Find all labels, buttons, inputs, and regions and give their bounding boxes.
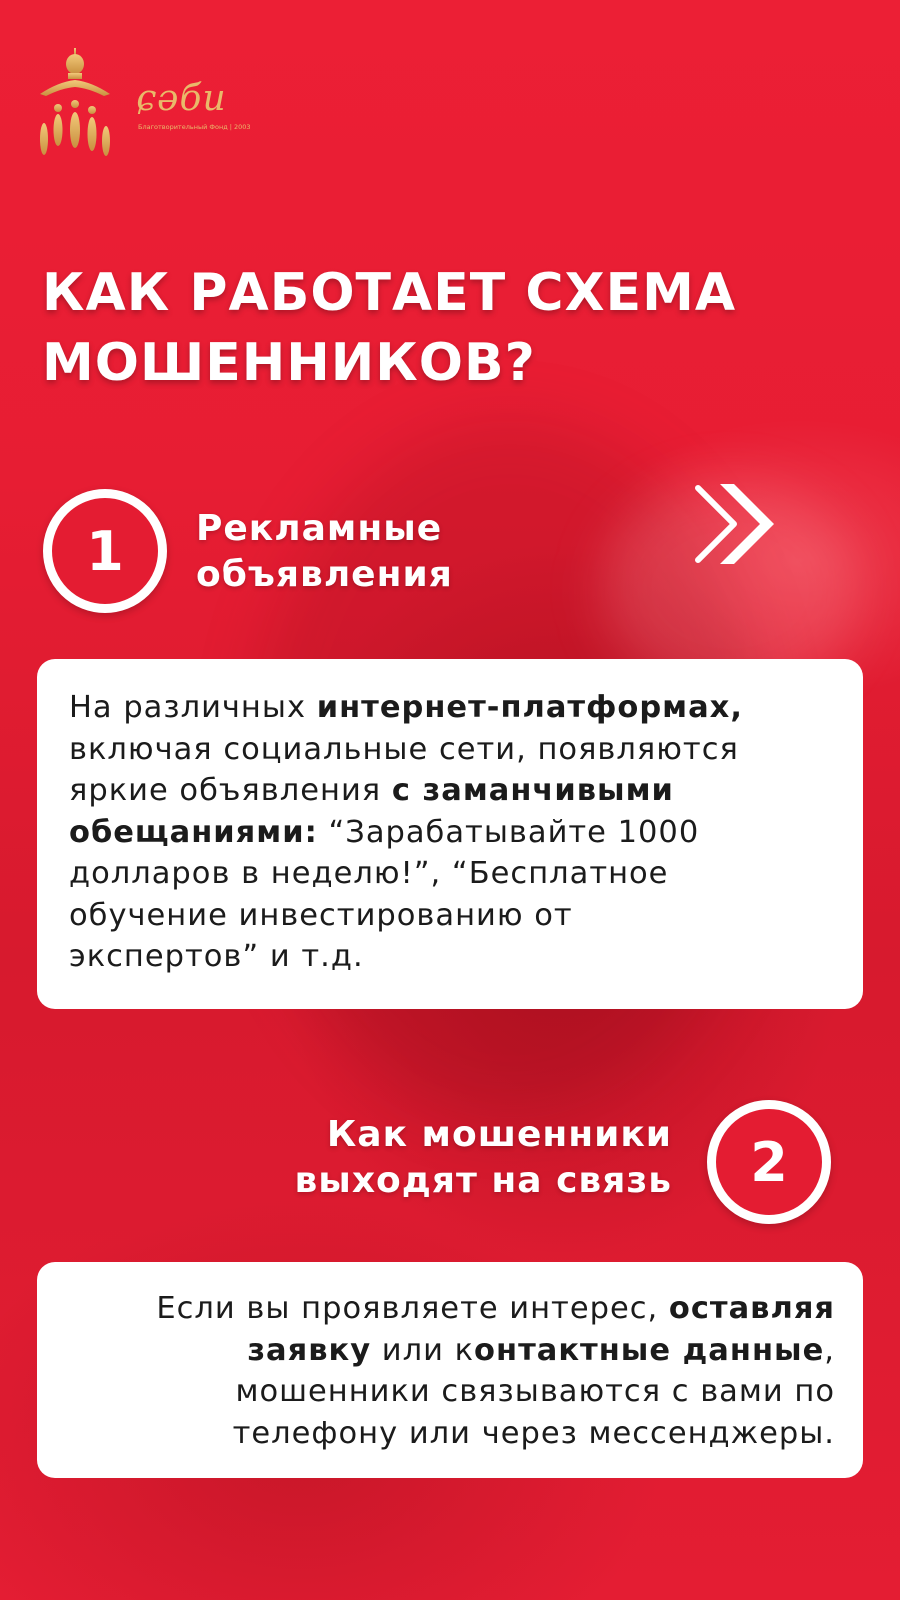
step-1-description-card [37, 659, 863, 1009]
card-text-bold: оставляя [668, 1291, 835, 1326]
card-text: , [824, 1332, 835, 1368]
card-text: экспертов” и т.д. [69, 939, 364, 974]
card-text: или к [371, 1332, 475, 1368]
card-text: телефону или через мессенджеры. [232, 1415, 835, 1451]
step-2-number-badge: 2 [707, 1100, 831, 1224]
step-2-title-line-2: выходят на связь [294, 1160, 672, 1201]
card-line [69, 853, 843, 895]
card-text: яркие объявления [69, 773, 392, 808]
step-1-title [196, 506, 453, 598]
card-line [57, 1371, 835, 1413]
card-line [69, 687, 843, 729]
page-title-line-2: МОШЕННИКОВ? [42, 333, 536, 393]
page-title [42, 258, 736, 398]
card-text: Если вы проявляете интерес, [156, 1291, 669, 1326]
step-2-title [295, 1112, 673, 1204]
card-text: На различных [69, 690, 317, 725]
card-text: обучение инвестированию от [69, 897, 573, 933]
step-2-description-card [37, 1262, 863, 1478]
card-text-bold: обещаниями: [69, 814, 318, 850]
double-chevron-right-icon [690, 478, 800, 570]
card-text-bold: заявку [247, 1332, 372, 1368]
card-text-bold: интернет-платформах, [316, 690, 743, 725]
card-line [69, 729, 843, 771]
card-line [57, 1288, 835, 1330]
brand-wordmark: ɕǝбu [136, 78, 227, 119]
card-text: долларов в неделю!”, “Бесплатное [69, 856, 669, 891]
step-1-title-line-1: Рекламные [196, 508, 443, 549]
card-line [69, 895, 843, 937]
card-text: “Зарабатывайте 1000 [317, 814, 700, 850]
card-text: включая социальные сети, появляются [69, 731, 739, 767]
card-line [57, 1330, 835, 1372]
card-line [57, 1413, 835, 1455]
step-2-title-line-1: Как мошенники [326, 1114, 672, 1155]
step-1-number-badge: 1 [43, 489, 167, 613]
card-text: мошенники связываются с вами по [235, 1374, 835, 1409]
brand-tagline: Благотворительный Фонд | 2003 [138, 123, 251, 131]
card-text-bold: онтактные данные [474, 1332, 825, 1368]
card-line [69, 936, 843, 978]
card-text-bold: с заманчивыми [391, 773, 674, 808]
card-line [69, 812, 843, 854]
card-line [69, 770, 843, 812]
page-title-line-1: КАК РАБОТАЕТ СХЕМА [42, 263, 737, 323]
step-1-title-line-2: объявления [196, 554, 453, 595]
